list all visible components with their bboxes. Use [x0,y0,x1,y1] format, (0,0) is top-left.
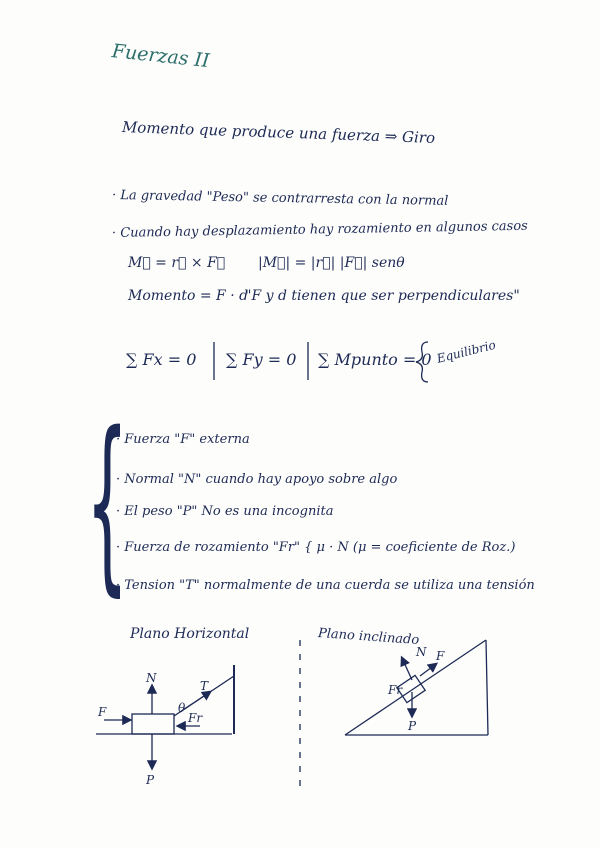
diagram-inclined-title: Plano inclinado [317,626,420,649]
label-incline-p: P [408,719,417,733]
label-theta: θ [178,701,186,715]
label-incline-n: N [416,645,427,659]
force-item-normal: · Normal "N" cuando hay apoyo sobre algo [116,472,398,487]
incline-normal-arrow [402,658,412,680]
label-fr: Fr [188,711,203,725]
block-horizontal [132,714,174,734]
label-t: T [200,679,209,693]
label-incline-fr: Fr [388,683,403,697]
equation-sum-fy: ∑ Fy = 0 [226,350,297,369]
force-item-externa: · Fuerza "F" externa [116,432,250,447]
equation-sum-fx: ∑ Fx = 0 [126,350,197,369]
label-incline-f: F [436,649,445,663]
label-n: N [146,671,157,685]
formula-magnitude: |M⃗| = |r⃗| |F⃗| senθ [258,255,405,271]
forces-brace: { [86,392,129,613]
incline-wall [486,640,488,735]
label-p: P [146,773,155,787]
diagram-horizontal-title: Plano Horizontal [130,626,250,642]
force-item-tension: · Tension "T" normalmente de una cuerda se utiliza una tensión [116,578,535,593]
formula-note: "F y d tienen que ser perpendiculares" [245,288,520,304]
equation-sum-m: ∑ Mpunto = 0 [318,350,432,369]
formula-cross-product: M⃗ = r⃗ × F⃗ [128,255,226,271]
momento-heading: Momento que produce una fuerza ⇒ Giro [121,118,436,147]
force-item-peso: · El peso "P" No es una incognita [116,504,334,519]
bullet-desplazamiento: · Cuando hay desplazamiento hay rozamiento en algunos casos [111,218,528,241]
bullet-gravedad: · La gravedad "Peso" se contrarresta con la normal [111,188,449,209]
page-title: Fuerzas II [110,40,211,73]
formula-scalar: Momento = F · d [128,288,249,304]
incline-friction-arrow [420,664,436,676]
force-item-rozamiento: · Fuerza de rozamiento "Fr" { μ · N (μ = coeficiente de Roz.) [116,540,516,555]
equilibrium-label: Equilibrio [435,337,498,366]
equilibrium-brace [416,342,428,382]
label-f: F [98,705,107,719]
